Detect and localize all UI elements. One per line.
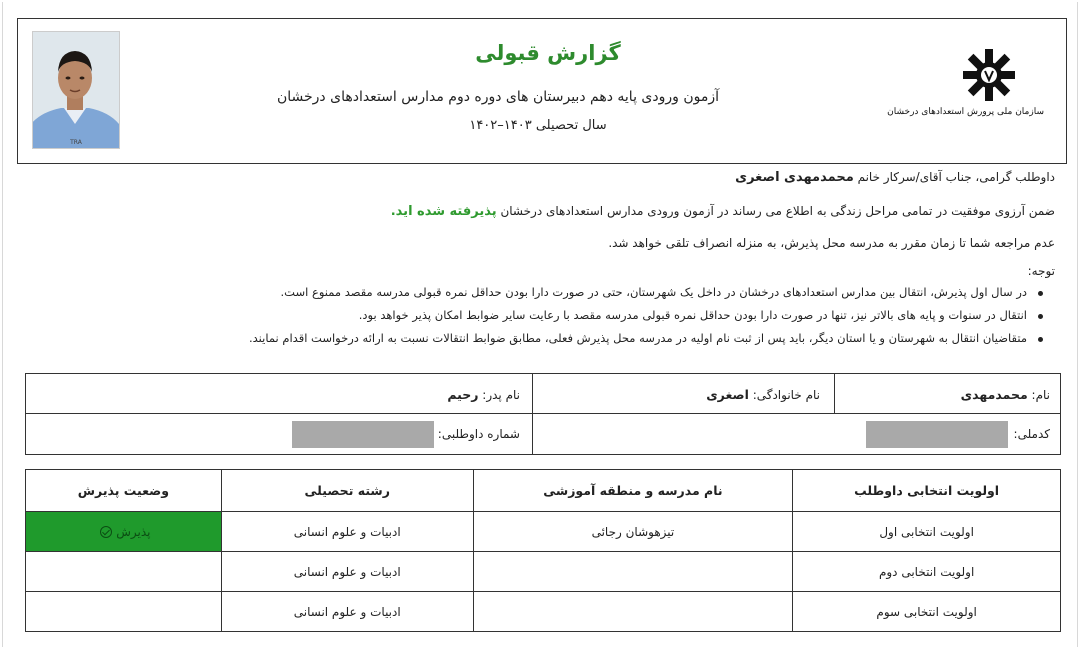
field-cell: ادبیات و علوم انسانی <box>221 592 473 632</box>
family-name-field <box>706 387 820 402</box>
note-item: انتقال در سنوات و پایه های بالاتر نیز، تنها در صورت دارا بودن حداقل نمره قبولی مدرسه مقصد با رعایت سایر ضوابط امکان پذیر خواهد بود. <box>358 308 1027 322</box>
academic-year: سال تحصیلی ۱۴۰۳–۱۴۰۲ <box>469 118 607 133</box>
page-title: گزارش قبولی <box>475 41 621 65</box>
exam-subtitle: آزمون ورودی پایه دهم دبیرستان های دوره دوم مدارس استعدادهای درخشان <box>276 89 720 105</box>
note-item: در سال اول پذیرش، انتقال بین مدارس استعدادهای درخشان در داخل یک شهرستان، حتی در صورت دارا بودن حداقل نمره قبولی مدرسه مقصد ممنوع است. <box>280 285 1027 299</box>
status-badge <box>26 512 222 552</box>
family-name-label: نام خانوادگی: <box>752 388 820 402</box>
check-circle-icon <box>100 526 112 538</box>
father-name-value: رحیم <box>447 387 479 402</box>
column-header: اولویت انتخابی داوطلب <box>793 470 1061 512</box>
priority-table <box>25 469 1061 632</box>
organization-name: سازمان ملی پرورش استعدادهای درخشان <box>887 107 1044 117</box>
school-cell <box>473 552 793 592</box>
candidate-portrait <box>32 32 119 149</box>
status-text: پذیرش <box>116 524 151 539</box>
candidate-info-table <box>25 373 1061 455</box>
priority-cell: اولویت انتخابی دوم <box>793 552 1061 592</box>
table-row <box>26 592 1061 632</box>
field-cell: ادبیات و علوم انسانی <box>221 512 473 552</box>
congrats-line <box>391 204 1055 219</box>
status-cell <box>26 592 222 632</box>
table-row <box>26 512 1061 552</box>
candidate-photo <box>32 31 120 149</box>
emblem-icon <box>961 47 1017 103</box>
school-cell <box>473 592 793 632</box>
photo-caption: TRA <box>70 139 82 146</box>
note-title: توجه: <box>1027 264 1055 278</box>
report-page <box>2 2 1078 647</box>
first-name-value: محمدمهدی <box>960 387 1028 402</box>
first-name-field <box>961 387 1050 402</box>
column-header: رشته تحصیلی <box>221 470 473 512</box>
table-row <box>26 552 1061 592</box>
family-name-value: اصغری <box>706 387 749 402</box>
priority-cell: اولویت انتخابی اول <box>793 512 1061 552</box>
father-name-field <box>447 387 520 402</box>
greeting-line <box>735 170 1055 185</box>
priority-cell: اولویت انتخابی سوم <box>793 592 1061 632</box>
organization-logo <box>887 47 1044 147</box>
candidate-name: محمدمهدی اصغری <box>735 170 854 185</box>
candidate-number-redacted <box>292 421 434 448</box>
report-header <box>17 18 1067 164</box>
status-cell <box>26 552 222 592</box>
national-id-label: کدملی: <box>1013 427 1050 441</box>
national-id-redacted <box>866 421 1008 448</box>
column-header: نام مدرسه و منطقه آموزشی <box>473 470 793 512</box>
field-cell: ادبیات و علوم انسانی <box>221 552 473 592</box>
greeting-text: داوطلب گرامی، جناب آقای/سرکار خانم <box>857 170 1055 184</box>
accepted-text: پذیرفته شده اید. <box>390 204 497 219</box>
congrats-text: ضمن آرزوی موفقیت در تمامی مراحل زندگی به اطلاع می رساند در آزمون ورودی مدارس استعدادهای درخشان <box>500 204 1055 218</box>
candidate-number-label: شماره داوطلبی: <box>437 427 520 441</box>
note-item: متقاضیان انتقال به شهرستان و یا استان دیگر، باید پس از ثبت نام اولیه در مدرسه محل پذیرش فعلی، مطابق ضوابط انتقالات نسبت به ارائه درخواست اقدام نمایند. <box>248 331 1027 345</box>
column-header: وضعیت پذیرش <box>26 470 222 512</box>
father-name-label: نام پدر: <box>482 388 520 402</box>
first-name-label: نام: <box>1031 388 1050 402</box>
warning-line: عدم مراجعه شما تا زمان مقرر به مدرسه محل پذیرش، به منزله انصراف تلقی خواهد شد. <box>608 236 1055 250</box>
table-header-row <box>26 470 1061 512</box>
school-cell: تیزهوشان رجائی <box>473 512 793 552</box>
